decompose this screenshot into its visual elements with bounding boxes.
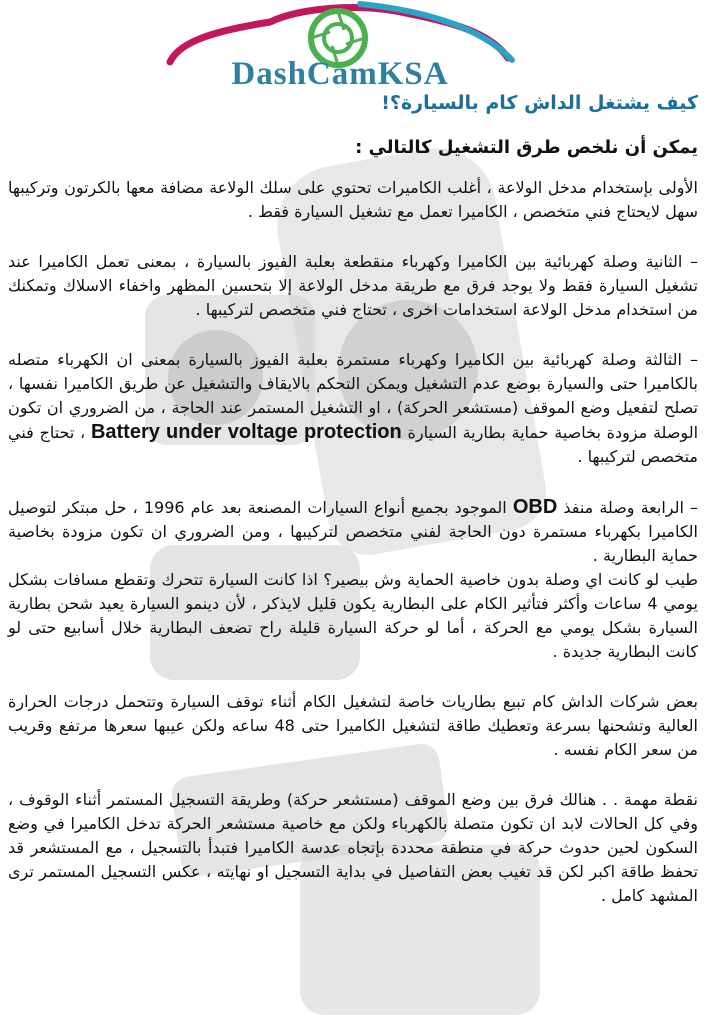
paragraph-method-4-text: الموجود بجميع أنواع السيارات المصنعة بعد عام 1996 ، حل مبتكر لتوصيل الكاميرا بكهرباء مستمرة دون الحاجة لفني متخصص لتركيبها ، ومن الضروري ان تكون مزودة بخاصية حماية البطارية . [8, 498, 698, 565]
paragraph-method-1: الأولى بإستخدام مدخل الولاعة ، أغلب الكاميرات تحتوي على سلك الولاعة مضافة معها بالكرتون وتركيبها سهل لايحتاج فني متخصص ، الكاميرا تعمل مع تشغيل السيارة فقط . [8, 178, 698, 221]
paragraph-method-4 [8, 495, 698, 568]
paragraph-method-3-text: – الثالثة وصلة كهربائية بين الكاميرا وكهرباء مستمرة بعلبة الفيوز بالسيارة بمعنى ان الكهرباء متصله بالكاميرا حتى والسيارة بوضع عدم التشغيل ويمكن التحكم بالايقاف والتشغيل عن طريق الكاميرا نفسها ، تصلح لتفعيل وضع الموقف (مستشعر الحركة) ، او التشغيل المستمر عند الحاجة ، من الضروري ان تكون الوصلة مزودة بخاصية حماية بطارية السيارة [8, 350, 699, 442]
paragraph-method-2: – الثانية وصلة كهربائية بين الكاميرا وكهرباء منقطعة بعلبة الفيوز بالسيارة ، بمعنى تعمل الكاميرا عند تشغيل السيارة فقط ولا يوجد فرق مع طريقة مدخل الولاعة إلا بتحسين المظهر واخفاء الاسلاك وتمكنك من استخدام مدخل الولاعة استخدامات اخرى ، تحتاج فني متخصص لتركيبها . [8, 252, 698, 319]
article [8, 88, 698, 934]
battery-protection-term: Battery under voltage protection [90, 421, 402, 443]
paragraph-external-batteries: بعض شركات الداش كام تبيع بطاريات خاصة لتشغيل الكام أثناء توقف السيارة وتتحمل درجات الحرارة العالية وتشحنها بسرعة وتعطيك طاقة لتشغيل الكاميرا حتى 48 ساعه ولكن عيبها سعرها مرتفع وقريب من سعر الكام نفسه . [8, 692, 698, 759]
paragraph-method-3 [8, 348, 698, 469]
paragraph-protection-question: طيب لو كانت اي وصلة بدون خاصية الحماية وش بيصير؟ اذا كانت السيارة تتحرك وتقطع مسافات بشكل يومي 4 ساعات وأكثر فتأثير الكام على البطارية يكون قليل لايذكر ، لأن دينمو السيارة يعيد شحن بطارية السيارة بشكل يومي مع الحركة ، أما لو حركة السيارة قليلة راح تضعف البطارية خلال أسابيع حتى لو كانت البطارية جديدة . [8, 570, 698, 661]
article-title: كيف يشتغل الداش كام بالسيارة؟! [381, 92, 698, 114]
obd-term: OBD [512, 496, 558, 518]
site-logo[interactable] [160, 0, 520, 96]
logo-wordmark: DashCamKSA [231, 56, 449, 92]
article-lead: يمكن أن نلخص طرق التشغيل كالتالي : [355, 137, 698, 158]
paragraph-method-3-end: ، تحتاج فني متخصص لتركيبها . [8, 423, 698, 466]
paragraph-important-note: نقطة مهمة . . هنالك فرق بين وضع الموقف (مستشعر حركة) وطريقة التسجيل المستمر أثناء الوقوف ، وفي كل الحالات لابد ان تكون متصلة بالكهرباء ولكن مع خاصية مستشعر الحركة تدخل الكاميرا في وضع السكون لحين حدوث حركة في منطقة محددة بإتجاه عدسة الكاميرا فتبدأ بالتسجيل ، مع المستشعر قد تحفظ طاقة اكبر لكن قد تغيب بعض التفاصيل في بداية التسجيل او نهايته ، عكس التسجيل المستمر ترى المشهد كامل . [8, 790, 698, 905]
paragraph-method-4-start: – الرابعة وصلة منفذ [563, 498, 699, 517]
